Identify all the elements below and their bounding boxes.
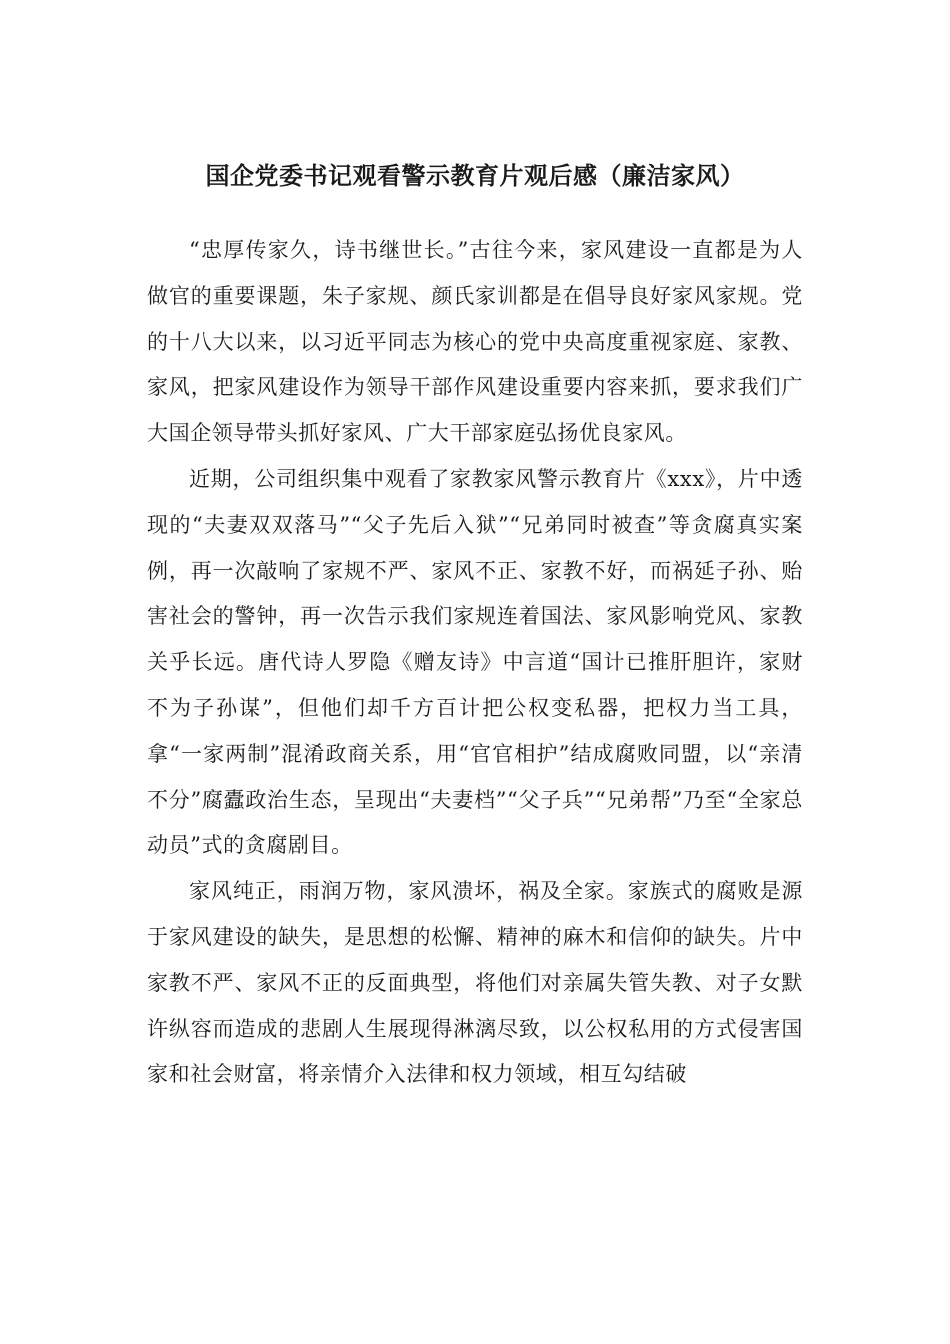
paragraph-1: “忠厚传家久，诗书继世长。”古往今来，家风建设一直都是为人做官的重要课题，朱子家规、颜氏家训都是在倡导良好家风家规。党的十八大以来，以习近平同志为核心的党中央高度重视家庭、家教、家风，把家风建设作为领导干部作风建设重要内容来抓，要求我们广大国企领导带头抓好家风、广大干部家庭弘扬优良家风。 xyxy=(147,238,803,446)
document-title: 国企党委书记观看警示教育片观后感（廉洁家风） xyxy=(205,161,745,190)
paragraph-2: 近期，公司组织集中观看了家教家风警示教育片《xxx》，片中透现的“夫妻双双落马”“父子先后入狱”“兄弟同时被查”等贪腐真实案例，再一次敲响了家规不严、家风不正、家教不好，而祸延子孙、贻害社会的警钟，再一次告示我们家规连着国法、家风影响党风、家教关乎长远。唐代诗人罗隐《赠友诗》中言道“国计已推肝胆许，家财不为子孙谋”，但他们却千方百计把公权变私器，把权力当工具，拿“一家两制”混淆政商关系，用“官官相护”结成腐败同盟，以“亲清不分”腐蠹政治生态，呈现出“夫妻档”“父子兵”“兄弟帮”乃至“全家总动员”式的贪腐剧目。 xyxy=(147,466,803,858)
paragraph-3: 家风纯正，雨润万物，家风溃坏，祸及全家。家族式的腐败是源于家风建设的缺失，是思想的松懈、精神的麻木和信仰的缺失。片中家教不严、家风不正的反面典型，将他们对亲属失管失教、对子女默许纵容而造成的悲剧人生展现得淋漓尽致，以公权私用的方式侵害国家和社会财富，将亲情介入法律和权力领域，相互勾结破 xyxy=(147,879,803,1087)
document-body xyxy=(147,228,803,1098)
